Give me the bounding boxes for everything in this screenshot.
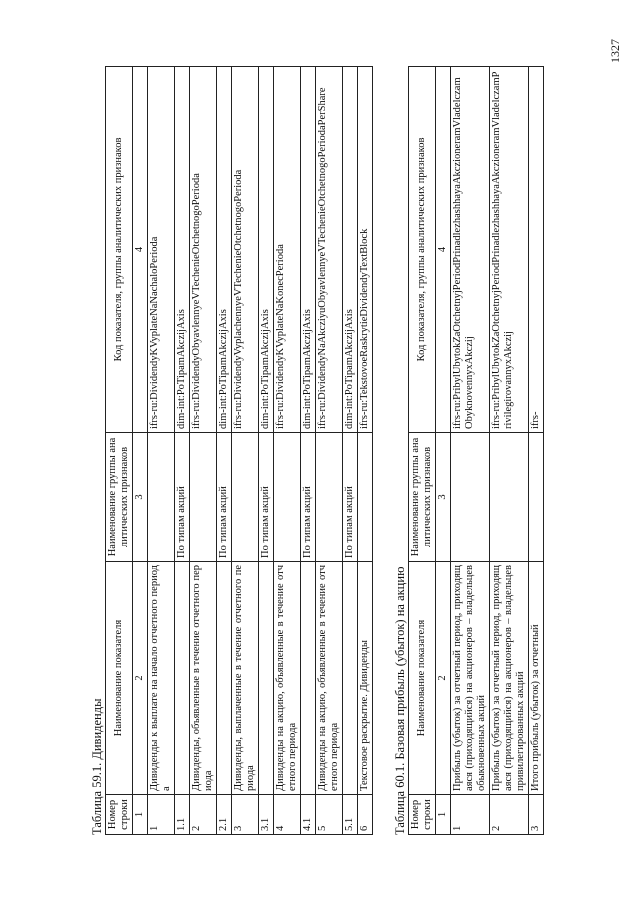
indicator-name: Прибыль (убыток) за отчетный период, приходящаяся (приходящийся) на акционеров – владельцев обыкновенных акций [451,562,490,795]
row-number: 3 [232,795,259,835]
indicator-code: ifrs-ru:PribylUbytokZaOtchetnyjPeriodPrinadlezhashhayaAkczioneramVladelczamObyknovennyxAkczij [451,67,490,433]
column-index: 4 [133,67,148,433]
column-header: Код показателя, группы аналитических признаков [106,67,133,433]
column-index: 3 [436,433,451,562]
indicator-code: ifrs-ru:DividendyKVyplateNaKonecPerioda [274,67,301,433]
header-row [409,67,436,835]
group-name [232,433,259,562]
group-name [451,433,490,562]
table-row [316,67,343,835]
page-number: 1327 [608,39,622,63]
row-number: 6 [358,795,373,835]
row-number: 2 [490,795,529,835]
table-row [274,67,301,835]
indicator-name [301,562,316,795]
indicator-name: Дивиденды, объявленные в течение отчетного периода [190,562,217,795]
indicator-name: Дивиденды к выплате на начало отчетного периода [148,562,175,795]
table-60-1-basic-eps [408,66,544,835]
indicator-code: ifrs- [529,67,544,433]
table-row [232,67,259,835]
column-index: 4 [436,67,451,433]
table-59-1-caption: Таблица 59.1. Дивиденды [90,698,104,835]
group-name: По типам акций [301,433,316,562]
column-header: Наименование показателя [106,562,133,795]
indicator-name: Дивиденды, выплаченные в течение отчетного периода [232,562,259,795]
row-number: 2.1 [217,795,232,835]
row-number: 2 [190,795,217,835]
column-header: Код показателя, группы аналитических признаков [409,67,436,433]
column-index-row [436,67,451,835]
row-number: 1 [148,795,175,835]
indicator-name: Дивиденды на акцию, объявленные в течение отчетного периода [316,562,343,795]
row-number: 3 [529,795,544,835]
table-row [148,67,175,835]
group-name [274,433,301,562]
indicator-code: ifrs-ru:DividendyNaAkcziyuObyavlennyeVTechenieOtchetnogoPeriodaPerShare [316,67,343,433]
indicator-name [259,562,274,795]
column-header: Номер строки [106,795,133,835]
indicator-name [343,562,358,795]
indicator-code: dim-int:PoTipamAkczijAxis [301,67,316,433]
group-name [316,433,343,562]
column-header: Номер строки [409,795,436,835]
row-number: 5.1 [343,795,358,835]
table-row [529,67,544,835]
group-name [190,433,217,562]
indicator-name [217,562,232,795]
row-number: 4 [274,795,301,835]
table-60-1-caption: Таблица 60.1. Базовая прибыль (убыток) на акцию [393,566,407,835]
row-number: 1.1 [175,795,190,835]
indicator-code: ifrs-ru:TekstovoeRaskrytieDividendyTextBlock [358,67,373,433]
row-number: 1 [451,795,490,835]
column-index: 1 [436,795,451,835]
table-row [301,67,316,835]
group-name: По типам акций [259,433,274,562]
indicator-code: dim-int:PoTipamAkczijAxis [343,67,358,433]
indicator-code: ifrs-ru:DividendyVyplachennyeVTechenieOtchetnogoPerioda [232,67,259,433]
indicator-code: ifrs-ru:DividendyKVyplateNaNachaloPerioda [148,67,175,433]
table-row [451,67,490,835]
row-number: 5 [316,795,343,835]
indicator-name: Итого прибыль (убыток) за отчетный [529,562,544,795]
indicator-code: dim-int:PoTipamAkczijAxis [175,67,190,433]
table-59-1-dividends [105,66,373,835]
column-index-row [133,67,148,835]
column-header: Наименование группы аналитических признаков [409,433,436,562]
group-name: По типам акций [217,433,232,562]
indicator-code: ifrs-ru:PribylUbytokZaOtchetnyjPeriodPrinadlezhashhayaAkczioneramVladelczamPrivilegirovannyxAkczij [490,67,529,433]
group-name [529,433,544,562]
group-name: По типам акций [175,433,190,562]
table-row [190,67,217,835]
header-row [106,67,133,835]
column-index: 1 [133,795,148,835]
indicator-name: Дивиденды на акцию, объявленные в течение отчетного периода [274,562,301,795]
column-header: Наименование группы аналитических признаков [106,433,133,562]
table-row [217,67,232,835]
row-number: 3.1 [259,795,274,835]
table-row [343,67,358,835]
indicator-name: Прибыль (убыток) за отчетный период, приходящаяся (приходящийся) на акционеров – владельцев привилегированных акций [490,562,529,795]
table-row [490,67,529,835]
row-number: 4.1 [301,795,316,835]
group-name [490,433,529,562]
table-row [358,67,373,835]
indicator-name: Текстовое раскрытие. Дивиденды [358,562,373,795]
table-row [259,67,274,835]
indicator-code: dim-int:PoTipamAkczijAxis [217,67,232,433]
group-name [148,433,175,562]
group-name: По типам акций [343,433,358,562]
indicator-code: dim-int:PoTipamAkczijAxis [259,67,274,433]
column-index: 2 [133,562,148,795]
indicator-name [175,562,190,795]
group-name [358,433,373,562]
column-index: 3 [133,433,148,562]
column-header: Наименование показателя [409,562,436,795]
column-index: 2 [436,562,451,795]
indicator-code: ifrs-ru:DividendyObyavlennyeVTechenieOtchetnogoPerioda [190,67,217,433]
table-row [175,67,190,835]
